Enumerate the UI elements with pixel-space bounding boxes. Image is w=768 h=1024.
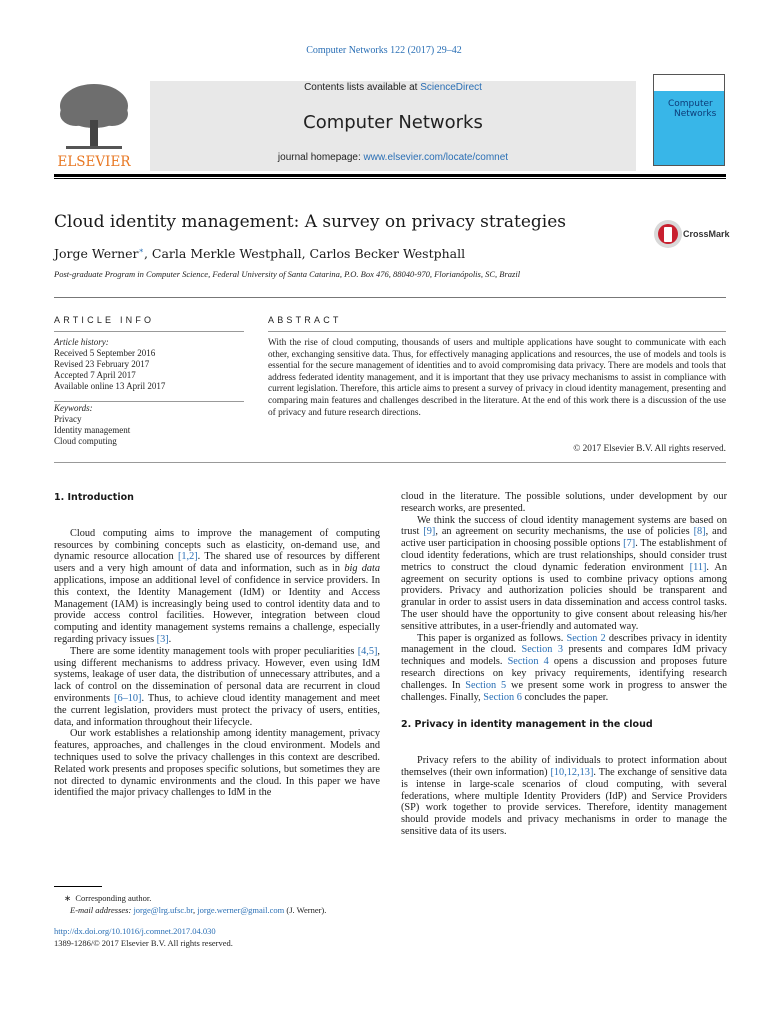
email-label: E-mail addresses: <box>70 905 134 915</box>
citation-link[interactable]: [7] <box>623 538 636 550</box>
footnote-rule <box>54 886 102 887</box>
section-2-heading: 2. Privacy in identity management in the cloud <box>401 719 653 731</box>
section-4-link[interactable]: Section 4 <box>507 656 549 668</box>
contents-prefix: Contents lists available at <box>304 82 421 93</box>
journal-homepage-link[interactable]: www.elsevier.com/locate/comnet <box>363 152 509 163</box>
email-link-1[interactable]: jorge@lrg.ufsc.br <box>133 905 194 915</box>
citation-link[interactable]: [11] <box>689 561 707 573</box>
article-info-rule <box>54 331 244 332</box>
citation-link[interactable]: [9] <box>423 526 436 538</box>
intro-paragraph-5 <box>401 633 727 704</box>
paper-title: Cloud identity management: A survey on privacy strategies <box>54 212 566 232</box>
abstract-bottom-rule <box>54 462 726 463</box>
body-column-left <box>54 492 380 799</box>
keyword-item: Identity management <box>54 425 131 435</box>
author-1[interactable]: Jorge Werner <box>54 246 139 262</box>
footnote-mark: ∗ <box>64 893 72 903</box>
citation-link[interactable]: [8] <box>693 526 706 538</box>
abstract-copyright: © 2017 Elsevier B.V. All rights reserved. <box>573 444 726 454</box>
journal-cover-thumbnail[interactable] <box>653 74 725 166</box>
text-run: . <box>168 633 172 645</box>
abstract-rule <box>268 331 726 332</box>
text-run: We think the success of cloud identity management systems are based on trust <box>401 514 727 538</box>
homepage-prefix: journal homepage: <box>277 152 364 163</box>
text-run: . Thus, to achieve cloud identity management and meet the current legislation, providers must protect the privacy of users, entities, data, and information throughout their lifecycle. <box>54 692 380 728</box>
text-run: , an agreement on security mechanisms, the use of policies <box>435 526 694 538</box>
keywords-rule <box>54 401 244 402</box>
cover-title-line2: Networks <box>674 109 717 119</box>
homepage-line <box>150 152 636 163</box>
article-info-heading: ARTICLE INFO <box>54 315 155 325</box>
cover-title-line1: Computer <box>668 99 713 109</box>
intro-paragraph-1 <box>54 528 380 646</box>
text-run: opens a discussion and proposes future research directions on key privacy requirements, identifying research challenges. In <box>401 656 727 691</box>
text-run: , using different mechanisms to address privacy. However, even using IdM systems, leakage of user data, the distribution of unnecessary attributes, and a lack of control on the dissemination of personal data are recurrent in cloud environments <box>54 645 380 704</box>
text-run: applications, impose an additional level of confidence in service providers. In this context, the Identity Management (IdM) or Identity and Access Management (IAM) is increasingly being used to control identity data and to provide access control facilities. However, integration between cloud computing and identity management systems remains a challenge, especially regarding privacy issues <box>54 574 380 645</box>
section-6-link[interactable]: Section 6 <box>483 691 522 703</box>
crossmark-icon[interactable] <box>653 219 683 249</box>
intro-paragraph-3: Our work establishes a relationship among identity management, privacy features, approaches, and challenges in the cloud environment. Models and techniques used to solve the privacy challenges in this context are described. Related work presents and proposes specific solutions, but sometimes they are not directed to dynamic environments and the cloud. In this paper we have identified the major privacy challenges to IdM in the <box>54 728 380 799</box>
text-run: Privacy refers to the ability of individuals to protect information about themselves (their own information) <box>401 755 727 778</box>
text-run: Cloud computing aims to improve the management of computing resources by combining concepts such as elasticity, on-demand use, and dynamic resource allocation <box>54 527 380 563</box>
journal-title: Computer Networks <box>303 112 483 133</box>
sciencedirect-link[interactable]: ScienceDirect <box>420 82 482 93</box>
abstract-heading: ABSTRACT <box>268 315 342 325</box>
abstract-text: With the rise of cloud computing, thousands of users and multiple applications have sought to communicate with each other, exchanging sensitive data. Thus, for effectively managing applications and resources, the use of models and tools is essential for the secure management of identities and to avoid compromising data privacy. There are models and tools that address federated identity management, and it is important that they use privacy mechanisms to assist in compliance with current legislation. Therefore, this article aims to present a survey of privacy in cloud identity management, presenting and comparing main features and challenges described in the literature. At the end of this work there is a discussion of the use of privacy and future research directions. <box>268 338 726 418</box>
other-authors[interactable]: , Carla Merkle Westphall, Carlos Becker Westphall <box>143 246 466 262</box>
text-run: concludes the paper. <box>521 691 609 703</box>
text-run: . The shared use of resources by different users and a very high amount of data and information, such as in <box>54 551 381 575</box>
text-run: . The establishment of cloud identity federations, which are trust relationships, should consider trust metrics to construct the cloud dynamic federation environment <box>401 538 727 573</box>
publisher-logo-text: ELSEVIER <box>57 154 131 170</box>
citation-link[interactable]: [1,2] <box>177 551 198 563</box>
section-3-link[interactable]: Section 3 <box>521 644 563 656</box>
section-1-heading: 1. Introduction <box>54 492 134 503</box>
email-link-2[interactable]: jorge.werner@gmail.com <box>197 905 285 915</box>
text-run: , and active user participation in choosing possible options <box>401 526 727 550</box>
header-rule-thin <box>54 178 726 179</box>
doi-link[interactable]: http://dx.doi.org/10.1016/j.comnet.2017.04.030 <box>54 926 216 936</box>
header-rule-thick <box>54 174 726 177</box>
cover-header-strip <box>654 75 725 91</box>
emphasis: big data <box>344 563 381 575</box>
issn-copyright: 1389-1286/© 2017 Elsevier B.V. All rights reserved. <box>54 938 233 948</box>
keywords-heading: Keywords: <box>54 403 93 413</box>
body-column-right <box>401 491 727 838</box>
text-run: This paper is organized as follows. <box>417 632 567 644</box>
author-list <box>54 246 465 261</box>
email-note <box>70 905 326 915</box>
title-rule <box>54 297 726 298</box>
affiliation: Post-graduate Program in Computer Science, Federal University of Santa Catarina, P.O. Box 476, 88040-970, Florianópolis, SC, Brazil <box>54 269 521 279</box>
email-separator: , <box>193 905 198 915</box>
keyword-item: Cloud computing <box>54 436 117 446</box>
text-run: describes privacy in identity management in the cloud. <box>401 632 728 656</box>
history-heading: Article history: <box>54 337 109 347</box>
text-run: presents and compares IdM privacy techniques and models. <box>401 644 727 668</box>
text-run: . An agreement on security options is used to combine privacy options among providers. Privacy and authorization policies should be transparent and granular in order to assist users in data dissemination and access control tasks. The user should have the opportunity to give consent about releasing his/her sensitive attributes, in a user-friendly and automated way. <box>401 561 727 632</box>
corresponding-author-mark[interactable]: ∗ <box>138 246 144 255</box>
intro-paragraph-3-continued: cloud in the literature. The possible solutions, under development by our research works, are presented. <box>401 491 727 514</box>
intro-paragraph-2 <box>54 646 380 729</box>
text-run: we present some work in progress to answer the challenges. Finally, <box>401 679 728 703</box>
text-run: . The exchange of sensitive data is intense in large-scale scenarios of cloud computing, with several federations, where multiple Identity Providers (IdP) and Service Providers (SP) work together to provide services. Therefore, identity management should provide models and privacy mechanisms in order to manage the sensitive data of its users. <box>401 766 727 837</box>
email-suffix: (J. Werner). <box>284 905 327 915</box>
corresponding-author-note <box>64 893 151 904</box>
elsevier-tree-logo-icon <box>54 80 134 172</box>
contents-line <box>150 82 636 93</box>
citation-link[interactable]: [3] <box>156 633 169 645</box>
citation-link[interactable]: [4,5] <box>357 645 378 657</box>
crossmark-label[interactable]: CrossMark <box>683 229 730 239</box>
section-2-paragraph-1 <box>401 755 727 838</box>
history-received: Received 5 September 2016 <box>54 348 156 358</box>
citation-link[interactable]: [10,12,13] <box>550 766 594 778</box>
article-history <box>54 337 165 392</box>
intro-paragraph-4 <box>401 515 727 633</box>
text-run: There are some identity management tools with proper peculiarities <box>70 645 358 657</box>
footnote-text: Corresponding author. <box>75 893 152 903</box>
history-available-online: Available online 13 April 2017 <box>54 381 166 391</box>
journal-reference-link[interactable]: Computer Networks 122 (2017) 29–42 <box>306 45 462 56</box>
section-2-link[interactable]: Section 2 <box>566 632 606 644</box>
section-5-link[interactable]: Section 5 <box>465 679 507 691</box>
cover-title <box>668 99 716 119</box>
citation-link[interactable]: [6–10] <box>114 692 142 704</box>
history-revised: Revised 23 February 2017 <box>54 359 150 369</box>
history-accepted: Accepted 7 April 2017 <box>54 370 136 380</box>
keywords <box>54 403 130 447</box>
keyword-item: Privacy <box>54 414 82 424</box>
